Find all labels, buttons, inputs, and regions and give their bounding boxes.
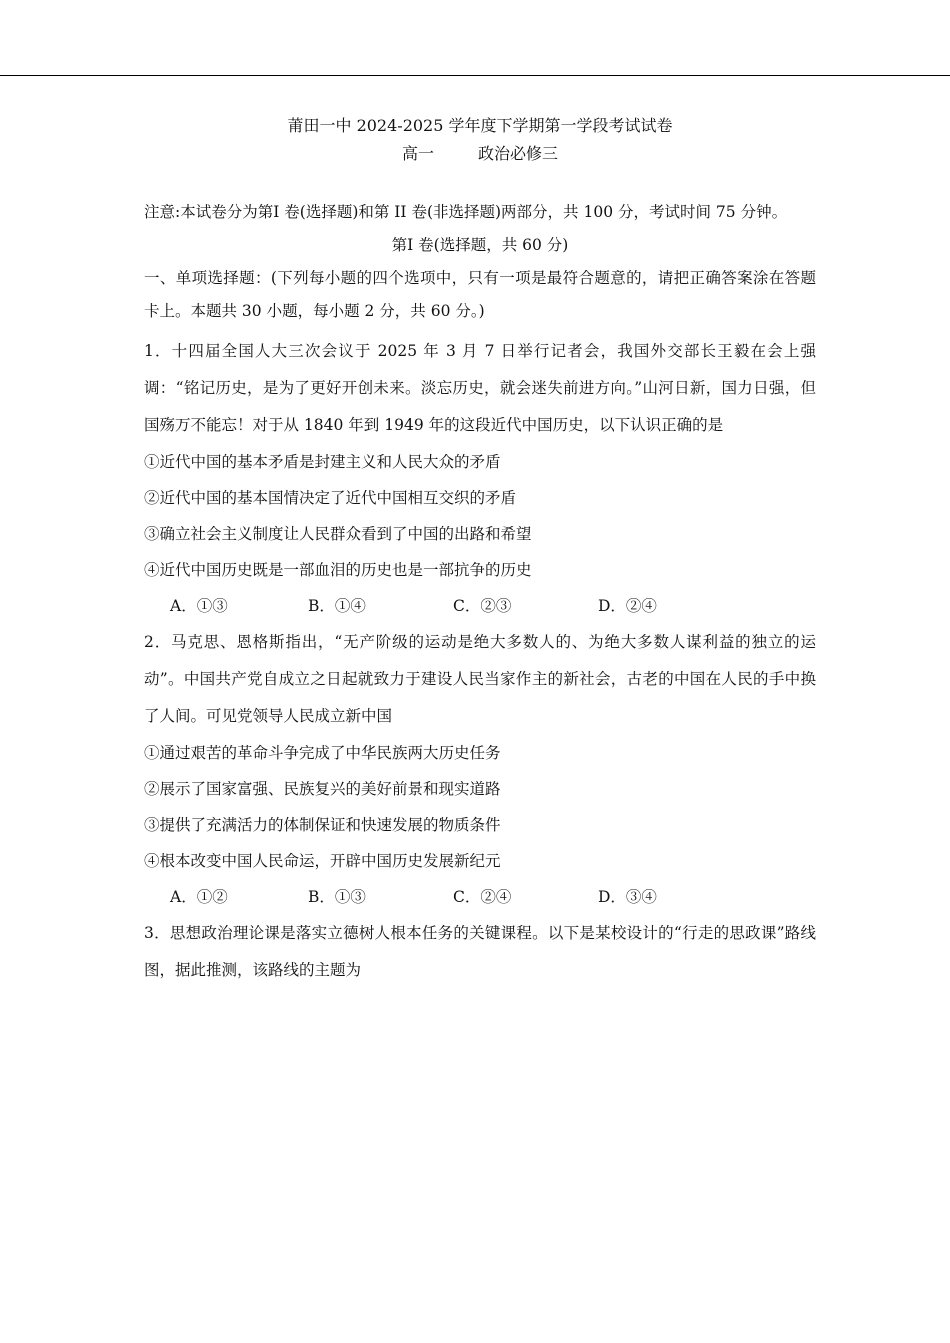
choice-c: C．②③: [453, 597, 512, 615]
subject-label: 政治必修三: [478, 144, 559, 163]
grade-label: 高一: [401, 144, 434, 163]
choice-b: B．①③: [308, 888, 366, 906]
section-instruction: 一、单项选择题：(下列每小题的四个选项中，只有一项是最符合题意的，请把正确答案涂在答题卡上。本题共 30 小题，每小题 2 分，共 60 分。): [144, 269, 816, 320]
question-stem: 2．马克思、恩格斯指出，“无产阶级的运动是绝大多数人的、为绝大多数人谋利益的独立的运动”。中国共产党自成立之日起就致力于建设人民当家作主的新社会，古老的中国在人民的手中换了人间。可见党领导人民成立新中国: [144, 633, 816, 725]
exam-title: 莆田一中 2024-2025 学年度下学期第一学段考试试卷: [287, 116, 673, 135]
choice-d: D．③④: [598, 888, 657, 906]
choice-c: C．②④: [453, 888, 512, 906]
answer-choices: [144, 588, 816, 624]
statement-option: ③提供了充满活力的体制保证和快速发展的物质条件: [144, 816, 501, 834]
statement-option: ④根本改变中国人民命运，开辟中国历史发展新纪元: [144, 852, 501, 870]
header-rule: [0, 75, 950, 76]
question-stem: 3．思想政治理论课是落实立德树人根本任务的关键课程。以下是某校设计的“行走的思政课”路线图，据此推测，该路线的主题为: [144, 924, 816, 979]
exam-page: [144, 112, 816, 989]
choice-d: D．②④: [598, 597, 657, 615]
question-1: [144, 333, 816, 624]
statement-option: ④近代中国历史既是一部血泪的历史也是一部抗争的历史: [144, 561, 532, 579]
question-3: [144, 915, 816, 989]
statement-option: ①通过艰苦的革命斗争完成了中华民族两大历史任务: [144, 744, 501, 762]
choice-a: A．①③: [170, 597, 228, 615]
statement-option: ①近代中国的基本矛盾是封建主义和人民大众的矛盾: [144, 453, 501, 471]
statement-option: ③确立社会主义制度让人民群众看到了中国的出路和希望: [144, 525, 532, 543]
statement-option: ②展示了国家富强、民族复兴的美好前景和现实道路: [144, 780, 501, 798]
statement-option: ②近代中国的基本国情决定了近代中国相互交织的矛盾: [144, 489, 517, 507]
choice-b: B．①④: [308, 597, 366, 615]
choice-a: A．①②: [170, 888, 228, 906]
exam-subtitle: [144, 140, 816, 168]
question-stem: 1．十四届全国人大三次会议于 2025 年 3 月 7 日举行记者会，我国外交部长王毅在会上强调：“铭记历史，是为了更好开创未来。淡忘历史，就会迷失前进方向。”山河日新，国力日强，但国殇万不能忘！对于从 1840 年到 1949 年的这段近代中国历史，以下认识正确的是: [144, 342, 816, 434]
section-title: 第Ⅰ 卷(选择题，共 60 分): [391, 236, 569, 254]
exam-notice: 注意:本试卷分为第Ⅰ 卷(选择题)和第 II 卷(非选择题)两部分，共 100 分，考试时间 75 分钟。: [144, 203, 788, 221]
answer-choices: [144, 879, 816, 915]
question-2: [144, 624, 816, 915]
